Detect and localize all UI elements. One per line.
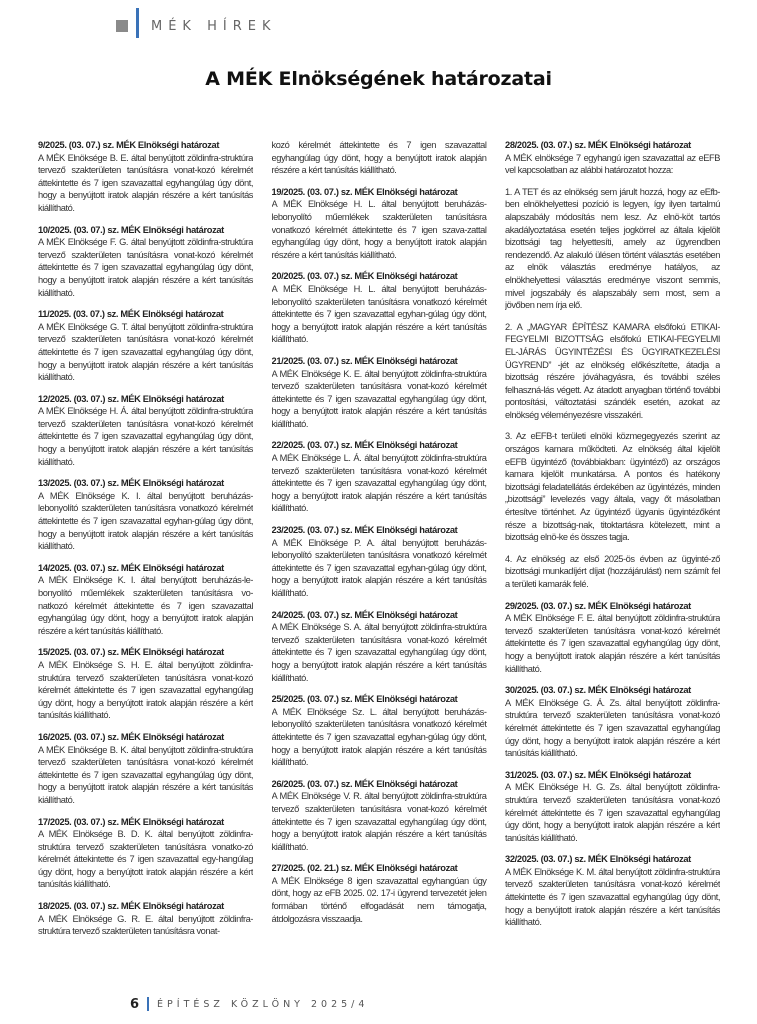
resolution-entry	[272, 270, 487, 346]
resolution-text: A MÉK Elnöksége B. D. K. által benyújtott zöldinfra-struktúra tervező szakterületen tanúsításra vonatko-zó kérelmét áttekintette és 7 igen szavazattal egy-hangúlag úgy dönt, hogy a benyújtott iratok alapján részére a kért tanúsítás kiállítható.	[38, 829, 253, 890]
resolution-text: A MÉK Elnöksége G. R. E. által benyújtott zöldinfra-struktúra tervező szakterületen tanúsításra vonat-	[38, 913, 253, 937]
resolution-entry	[272, 439, 487, 515]
resolution-text: 4. Az elnökség az első 2025-ös évben az ügyinté-ző bizottsági munkadíjért díjat (hozzájárulást) nem számít fel a területi kamarák felé.	[505, 553, 720, 589]
resolution-heading: 11/2025. (03. 07.) sz. MÉK Elnökségi határozat	[38, 309, 224, 320]
resolution-entry	[38, 139, 253, 215]
resolution-entry	[272, 609, 487, 685]
header-divider	[136, 8, 139, 38]
resolution-text: A MÉK Elnöksége K. I. által benyújtott beruházás-le-bonyolító műemlékek szakterületen tanúsításra vo-natkozó kérelmét áttekintette és 7 igen szavazattal egyhangúlag úgy dönt, hogy a benyújtott iratok alapján részére a kért tanúsítás kiállítható.	[38, 575, 253, 636]
article-columns	[38, 139, 720, 984]
resolution-heading: 19/2025. (03. 07.) sz. MÉK Elnökségi határozat	[271, 186, 458, 197]
resolution-paragraph	[505, 186, 720, 312]
resolution-heading: 15/2025. (03. 07.) sz. MÉK Elnökségi határozat	[38, 647, 224, 658]
resolution-heading: 31/2025. (03. 07.) sz. MÉK Elnökségi határozat	[505, 769, 691, 780]
resolution-heading: 28/2025. (03. 07.) sz. MÉK Elnökségi határozat	[505, 140, 691, 150]
resolution-heading: 10/2025. (03. 07.) sz. MÉK Elnökségi határozat	[38, 224, 224, 235]
resolution-paragraph	[505, 553, 720, 591]
page-footer	[130, 997, 368, 1011]
resolution-entry	[505, 769, 720, 845]
resolution-heading: 17/2025. (03. 07.) sz. MÉK Elnökségi határozat	[38, 816, 224, 827]
column-3	[505, 139, 720, 984]
resolution-text: A MÉK Elnöksége K. E. által benyújtott zöldinfra-struktúra tervező szakterületen tanúsításra vonat-kozó kérelmét áttekintette és 7 igen szavazattal egyhangúlag úgy dönt, hogy a benyújtott iratok alapján részére a kért tanúsítás kiállítható.	[271, 368, 487, 429]
page-number: 6	[130, 996, 140, 1012]
resolution-text: 2. A „MAGYAR ÉPÍTÉSZ KAMARA elsőfokú ETIKAI-FEGYELMI BIZOTTSÁG elsőfokú ETIKAI-FEGYELMI EL-JÁRÁS ÜGYINTÉZÉSI ÉS ÜGYIRATKEZELÉSI ÜGYREND” -jét az elnökség előkészítette, átadja a bizottság részére jóváhagyásra, és további széles felhaszná-lás végett. Az átadott anyagban történő további pontosítási, változtatási szándék esetén, azokat az elnökség véleményezésre visszakéri.	[505, 321, 720, 420]
resolution-text: A MÉK Elnöksége B. K. által benyújtott zöldinfra-struktúra tervező szakterületen tanúsításra vonat-kozó kérelmét áttekintette és 7 igen szavazattal egyhangúlag úgy dönt, hogy a benyújtott iratok alapján részére a kért tanúsítás kiállítható.	[38, 744, 253, 805]
resolution-entry	[38, 477, 253, 553]
resolution-text: 3. Az eEFB-t területi elnöki közmegegyezés szerint az országos kamara működteti. Az elnökség által kijelölt eEFB ügyintéző (továbbiakban: ügyintéző) az országos kamara kijelölt munkatársa. A pontos és hatékony bizottsági feladatellátás érdekében az ügyintézés, minden „bizottsági” levelezés vagy általa, vagy őt másolatban értesítve történhet. Az ügyintéző ügyanis ügyintézőként része a bizottság-nak, titoktartásra kötelezett, mint a bizottság elnö-ke és összes tagja.	[505, 431, 720, 543]
resolution-heading: 27/2025. (02. 21.) sz. MÉK Elnökségi határozat	[271, 863, 458, 874]
resolution-entry	[38, 816, 253, 892]
resolution-text: A MÉK Elnöksége K. M. által benyújtott zöldinfra-struktúra tervező szakterületen tanúsításra vonat-kozó kérelmét áttekintette és 7 igen szavazattal egyhangúlag úgy dönt, hogy a benyújtott iratok alapján részére a kért tanúsítás kiállítható.	[505, 866, 720, 928]
resolution-heading: 25/2025. (03. 07.) sz. MÉK Elnökségi határozat	[271, 694, 458, 705]
resolution-entry	[272, 355, 487, 431]
resolution-text: A MÉK Elnöksége F. G. által benyújtott zöldinfra-struktúra tervező szakterületen tanúsításra vonat-kozó kérelmét áttekintette és 7 igen szavazattal egyhangúlag úgy dönt, hogy a benyújtott iratok alapján részére a kért tanúsítás kiállítható.	[38, 237, 253, 298]
resolution-text: A MÉK Elnöksége G. Á. Zs. által benyújtott zöldinfra-struktúra tervező szakterületen tanúsításra vonat-kozó kérelmét áttekintette és 7 igen szavazattal egyhangúlag úgy dönt, hogy a benyújtott iratok alapján részére a kért tanúsítás kiállítható.	[505, 697, 720, 759]
resolution-entry	[272, 186, 487, 262]
resolution-text: A MÉK Elnöksége S. A. által benyújtott zöldinfra-struktúra tervező szakterületen tanúsításra vonat-kozó kérelmét áttekintette és 7 igen szavazattal egyhangúlag úgy dönt, hogy a benyújtott iratok alapján részére a kért tanúsítás kiállítható.	[271, 622, 487, 683]
resolution-heading: 26/2025. (03. 07.) sz. MÉK Elnökségi határozat	[271, 778, 458, 789]
resolution-entry	[38, 393, 253, 469]
resolution-entry	[505, 139, 720, 177]
resolution-text: A MÉK Elnöksége S. H. E. által benyújtott zöldinfra-struktúra tervező szakterületen tanúsításra vonat-kozó kérelmét áttekintette és 7 igen szavazattal egyhangúlag úgy dönt, hogy a benyújtott iratok alapján részére a kért tanúsítás kiállítható.	[38, 659, 253, 721]
resolution-heading: 13/2025. (03. 07.) sz. MÉK Elnökségi határozat	[38, 478, 224, 489]
resolution-heading: 30/2025. (03. 07.) sz. MÉK Elnökségi határozat	[505, 685, 691, 696]
resolution-entry	[38, 900, 253, 938]
resolution-heading: 9/2025. (03. 07.) sz. MÉK Elnökségi határozat	[38, 140, 220, 150]
resolution-heading: 32/2025. (03. 07.) sz. MÉK Elnökségi határozat	[505, 854, 691, 865]
resolution-entry	[505, 600, 720, 676]
resolution-heading: 12/2025. (03. 07.) sz. MÉK Elnökségi határozat	[38, 393, 224, 404]
resolution-paragraph	[272, 139, 487, 177]
resolution-entry	[38, 731, 253, 807]
resolution-text: A MÉK Elnöksége B. E. által benyújtott zöldinfra-struktúra tervező szakterületen tanúsításra vonat-kozó kérelmét áttekintette és 7 igen szavazattal egyhangúlag úgy dönt, hogy a benyújtott iratok alapján részére a kért tanúsítás kiállítható.	[38, 152, 253, 213]
resolution-heading: 20/2025. (03. 07.) sz. MÉK Elnökségi határozat	[271, 271, 458, 282]
header-square-icon	[116, 20, 128, 32]
resolution-text: A MÉK Elnöksége L. Á. által benyújtott zöldinfra-struktúra tervező szakterületen tanúsításra vonat-kozó kérelmét áttekintette és 7 igen szavazattal egyhangúlag úgy dönt, hogy a benyújtott iratok alapján részére a kért tanúsítás kiállítható.	[271, 453, 487, 514]
resolution-heading: 24/2025. (03. 07.) sz. MÉK Elnökségi határozat	[271, 609, 458, 620]
resolution-text: kozó kérelmét áttekintette és 7 igen szavazattal egyhangúlag úgy dönt, hogy a benyújtott iratok alapján részére a kért tanúsítás kiállítható.	[271, 140, 487, 176]
column-1	[38, 139, 253, 984]
resolution-entry	[505, 853, 720, 929]
section-label: MÉK HÍREK	[151, 18, 277, 34]
column-2	[272, 139, 487, 984]
page-title: A MÉK Elnökségének határozatai	[205, 68, 552, 90]
resolution-text: A MÉK Elnöksége H. L. által benyújtott beruházás-lebonyolító szakterületen tanúsításra vonatkozó kérelmét áttekintette és 7 igen szavazattal egyhan-gúlag úgy dönt, hogy a benyújtott iratok alapján részére a kért tanúsítás kiállítható.	[271, 283, 487, 345]
resolution-text: A MÉK Elnöksége P. A. által benyújtott beruházás-lebonyolító szakterületen tanúsításra vonatkozó kérelmét áttekintette és 7 igen szavazattal egyhan-gúlag úgy dönt, hogy a benyújtott iratok alapján részére a kért tanúsítás kiállítható.	[271, 537, 487, 598]
resolution-text: A MÉK Elnöksége Sz. L. által benyújtott beruházás-lebonyolító szakterületen tanúsításra vonatkozó kérelmét áttekintette és 7 igen szavazattal egyhan-gúlag úgy dönt, hogy a benyújtott iratok alapján részére a kért tanúsítás kiállítható.	[271, 706, 487, 768]
section-header	[116, 14, 276, 38]
resolution-entry	[272, 693, 487, 769]
resolution-entry	[272, 778, 487, 854]
resolution-entry	[505, 684, 720, 760]
resolution-heading: 16/2025. (03. 07.) sz. MÉK Elnökségi határozat	[38, 731, 224, 742]
resolution-entry	[38, 224, 253, 300]
resolution-text: 1. A TET és az elnökség sem járult hozzá, hogy az eEfb-ben elnökhelyettesi pozíció is legyen, így ilyen tartalmú alapszabály módosítás nem lesz. Az elnö-köt tartós akadályoztatása esetén teljes jogkörrel az általa kijelölt bizottsági tag helyettesíti, amely az ügyrendben rendezendő. Az alakuló ülésen történt választás esetében az elnök választás eredménye hatályos, az elnökhelyettesi választás eredménye viszont semmis, mivel jogszabály és alapszabály sem most, sem a jövőben nem írja elő.	[505, 186, 720, 311]
resolution-heading: 14/2025. (03. 07.) sz. MÉK Elnökségi határozat	[38, 562, 224, 573]
resolution-entry	[272, 524, 487, 600]
resolution-text: A MÉK Elnöksége F. E. által benyújtott zöldinfra-struktúra tervező szakterületen tanúsításra vonat-kozó kérelmét áttekintette és 7 igen szavazattal egyhangúlag úgy dönt, hogy a benyújtott iratok alapján részére a kért tanúsítás kiállítható.	[505, 613, 720, 674]
resolution-text: A MÉK Elnöksége H. G. Zs. által benyújtott zöldinfra-struktúra tervező szakterületen tanúsításra vonat-kozó kérelmét áttekintette és 7 igen szavazattal egyhangúlag úgy dönt, hogy a benyújtott iratok alapján részére a kért tanúsítás kiállítható.	[505, 782, 720, 843]
resolution-text: A MÉK Elnöksége G. T. által benyújtott zöldinfra-struktúra tervező szakterületen tanúsításra vonat-kozó kérelmét áttekintette és 7 igen szavazattal egyhangúlag úgy dönt, hogy a benyújtott iratok alapján részére a kért tanúsítás kiállítható.	[38, 321, 253, 383]
resolution-text: A MÉK Elnöksége K. I. által benyújtott beruházás-lebonyolító szakterületen tanúsításra vonatkozó kérelmét áttekintette és 7 igen szavazattal egyhan-gúlag úgy dönt, hogy a benyújtott iratok alapján részére a kért tanúsítás kiállítható.	[38, 490, 253, 552]
resolution-text: A MÉK Elnöksége V. R. által benyújtott zöldinfra-struktúra tervező szakterületen tanúsításra vonat-kozó kérelmét áttekintette és 7 igen szavazattal egyhangúlag úgy dönt, hogy a benyújtott iratok alapján részére a kért tanúsítás kiállítható.	[271, 791, 487, 852]
resolution-entry	[272, 862, 487, 925]
resolution-text: A MÉK Elnöksége H. Á. által benyújtott zöldinfra-struktúra tervező szakterületen tanúsításra vonat-kozó kérelmét áttekintette és 7 igen szavazattal egyhangúlag úgy dönt, hogy a benyújtott iratok alapján részére a kért tanúsítás kiállítható.	[38, 406, 253, 467]
resolution-heading: 29/2025. (03. 07.) sz. MÉK Elnökségi határozat	[505, 600, 691, 611]
resolution-text: A MÉK Elnöksége 8 igen szavazattal egyhangúan úgy dönt, hogy az eFB 2025. 02. 17-i ügyrend tervezetét jelen formában történő elfogadását nem támogatja, átdolgozásra visszaadja.	[271, 875, 487, 924]
resolution-text: A MÉK elnöksége 7 egyhangú igen szavazattal az eEFB vel kapcsolatban az alábbi határozatot hozza:	[505, 152, 720, 176]
resolution-entry	[38, 646, 253, 722]
resolution-paragraph	[505, 430, 720, 543]
resolution-paragraph	[505, 321, 720, 422]
resolution-heading: 18/2025. (03. 07.) sz. MÉK Elnökségi határozat	[38, 901, 224, 912]
resolution-entry	[38, 562, 253, 638]
resolution-heading: 22/2025. (03. 07.) sz. MÉK Elnökségi határozat	[271, 440, 458, 451]
resolution-text: A MÉK Elnöksége H. L. által benyújtott beruházás-lebonyolító műemlékek szakterületen tanúsításra vonatkozó kérelmét áttekintette és 7 igen szava-zattal egyhangúlag úgy dönt, hogy a benyújtott iratok alapján részére a kért tanúsítás kiállítható.	[271, 199, 487, 260]
footer-divider	[147, 997, 149, 1011]
resolution-entry	[38, 308, 253, 384]
resolution-heading: 23/2025. (03. 07.) sz. MÉK Elnökségi határozat	[271, 525, 458, 536]
publication-name: ÉPÍTÉSZ KÖZLÖNY 2025/4	[157, 998, 369, 1010]
resolution-heading: 21/2025. (03. 07.) sz. MÉK Elnökségi határozat	[271, 355, 458, 366]
